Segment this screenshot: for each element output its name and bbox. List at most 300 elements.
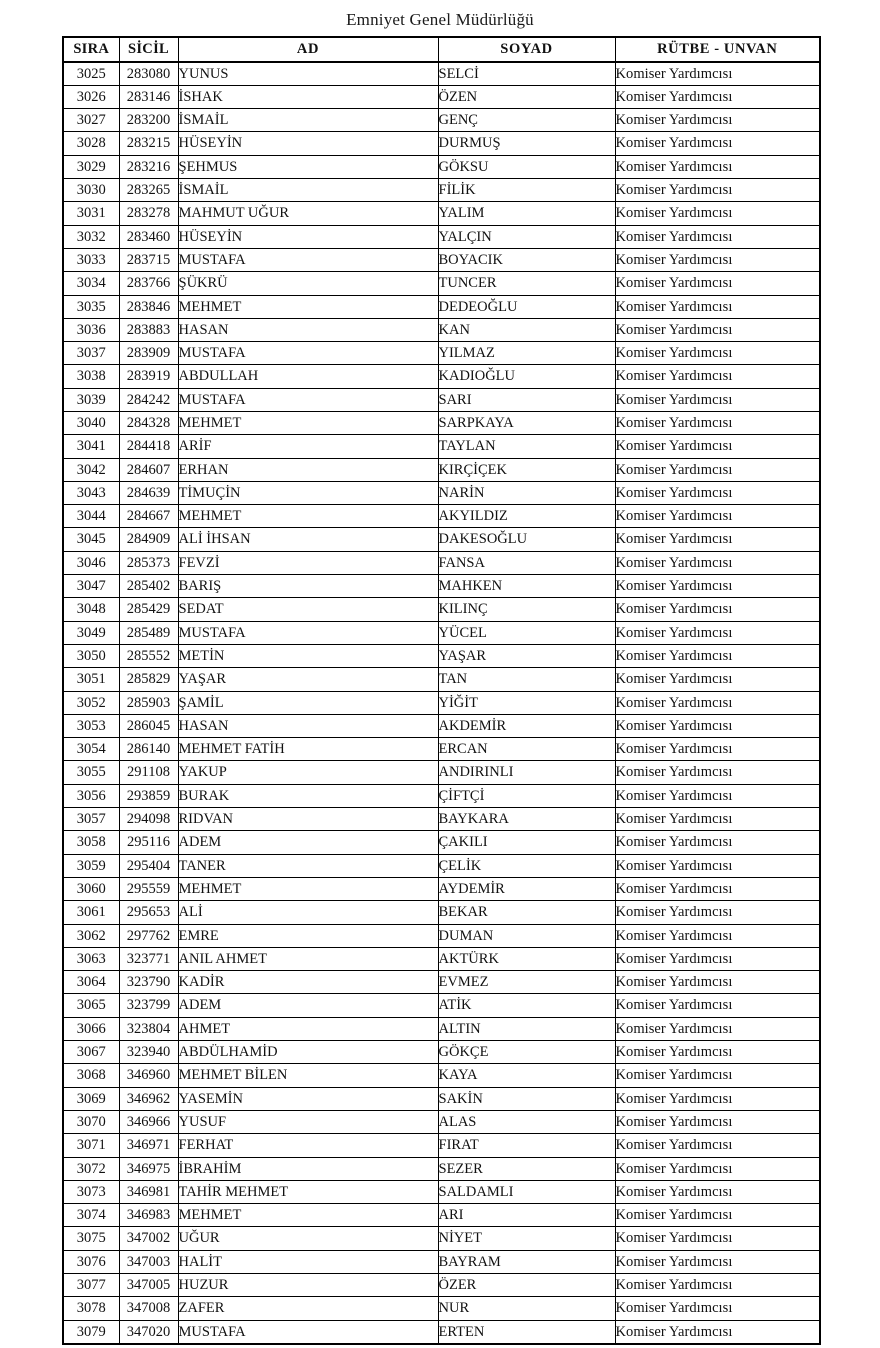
cell-ad: EMRE xyxy=(178,924,438,947)
cell-sicil: 283715 xyxy=(119,248,178,271)
cell-rutbe: Komiser Yardımcısı xyxy=(615,877,820,900)
table-row xyxy=(63,458,820,481)
cell-sicil: 291108 xyxy=(119,761,178,784)
cell-sicil: 346983 xyxy=(119,1204,178,1227)
cell-sira: 3056 xyxy=(63,784,119,807)
cell-sira: 3073 xyxy=(63,1180,119,1203)
cell-ad: FEVZİ xyxy=(178,551,438,574)
cell-sira: 3051 xyxy=(63,668,119,691)
cell-sira: 3053 xyxy=(63,714,119,737)
cell-sicil: 284607 xyxy=(119,458,178,481)
cell-ad: HÜSEYİN xyxy=(178,225,438,248)
cell-soyad: YİĞİT xyxy=(438,691,615,714)
table-row xyxy=(63,947,820,970)
table-row xyxy=(63,761,820,784)
cell-rutbe: Komiser Yardımcısı xyxy=(615,1041,820,1064)
cell-ad: MEHMET xyxy=(178,1204,438,1227)
cell-sira: 3058 xyxy=(63,831,119,854)
cell-sira: 3074 xyxy=(63,1204,119,1227)
table-row xyxy=(63,877,820,900)
cell-sira: 3036 xyxy=(63,318,119,341)
cell-sira: 3043 xyxy=(63,481,119,504)
cell-ad: YUNUS xyxy=(178,62,438,86)
cell-sicil: 347020 xyxy=(119,1320,178,1344)
cell-soyad: MAHKEN xyxy=(438,575,615,598)
table-row xyxy=(63,202,820,225)
cell-soyad: YALIM xyxy=(438,202,615,225)
column-header-soyad: SOYAD xyxy=(438,37,615,62)
cell-ad: MUSTAFA xyxy=(178,1320,438,1344)
cell-ad: SEDAT xyxy=(178,598,438,621)
cell-sira: 3061 xyxy=(63,901,119,924)
cell-sicil: 294098 xyxy=(119,808,178,831)
cell-sira: 3071 xyxy=(63,1134,119,1157)
cell-soyad: YAŞAR xyxy=(438,644,615,667)
table-row xyxy=(63,1320,820,1344)
cell-rutbe: Komiser Yardımcısı xyxy=(615,994,820,1017)
cell-sira: 3032 xyxy=(63,225,119,248)
cell-sira: 3035 xyxy=(63,295,119,318)
table-row xyxy=(63,691,820,714)
cell-rutbe: Komiser Yardımcısı xyxy=(615,62,820,86)
cell-sicil: 295404 xyxy=(119,854,178,877)
cell-ad: MEHMET xyxy=(178,877,438,900)
cell-ad: ERHAN xyxy=(178,458,438,481)
table-row xyxy=(63,808,820,831)
cell-ad: TAHİR MEHMET xyxy=(178,1180,438,1203)
cell-ad: ARİF xyxy=(178,435,438,458)
cell-ad: TANER xyxy=(178,854,438,877)
table-body xyxy=(63,62,820,1344)
table-row xyxy=(63,1110,820,1133)
cell-sicil: 286140 xyxy=(119,738,178,761)
cell-ad: HALİT xyxy=(178,1250,438,1273)
cell-rutbe: Komiser Yardımcısı xyxy=(615,761,820,784)
cell-ad: ADEM xyxy=(178,831,438,854)
cell-sicil: 283200 xyxy=(119,109,178,132)
table-row xyxy=(63,528,820,551)
cell-rutbe: Komiser Yardımcısı xyxy=(615,598,820,621)
cell-soyad: ERCAN xyxy=(438,738,615,761)
cell-sira: 3046 xyxy=(63,551,119,574)
table-row xyxy=(63,342,820,365)
cell-rutbe: Komiser Yardımcısı xyxy=(615,668,820,691)
cell-rutbe: Komiser Yardımcısı xyxy=(615,808,820,831)
table-row xyxy=(63,1017,820,1040)
cell-sicil: 285829 xyxy=(119,668,178,691)
cell-rutbe: Komiser Yardımcısı xyxy=(615,924,820,947)
cell-ad: MEHMET xyxy=(178,412,438,435)
cell-soyad: SARI xyxy=(438,388,615,411)
cell-rutbe: Komiser Yardımcısı xyxy=(615,1110,820,1133)
cell-ad: MAHMUT UĞUR xyxy=(178,202,438,225)
cell-sira: 3077 xyxy=(63,1273,119,1296)
cell-ad: YUSUF xyxy=(178,1110,438,1133)
cell-sicil: 295559 xyxy=(119,877,178,900)
cell-ad: MUSTAFA xyxy=(178,621,438,644)
column-header-sira: SIRA xyxy=(63,37,119,62)
cell-ad: AHMET xyxy=(178,1017,438,1040)
table-row xyxy=(63,388,820,411)
cell-soyad: ALTIN xyxy=(438,1017,615,1040)
cell-soyad: EVMEZ xyxy=(438,971,615,994)
cell-rutbe: Komiser Yardımcısı xyxy=(615,1320,820,1344)
table-row xyxy=(63,505,820,528)
cell-soyad: ARI xyxy=(438,1204,615,1227)
cell-ad: KADİR xyxy=(178,971,438,994)
cell-sira: 3055 xyxy=(63,761,119,784)
cell-rutbe: Komiser Yardımcısı xyxy=(615,505,820,528)
cell-sicil: 283766 xyxy=(119,272,178,295)
cell-ad: ŞAMİL xyxy=(178,691,438,714)
cell-ad: MEHMET xyxy=(178,505,438,528)
cell-sira: 3048 xyxy=(63,598,119,621)
cell-soyad: AKDEMİR xyxy=(438,714,615,737)
cell-rutbe: Komiser Yardımcısı xyxy=(615,691,820,714)
cell-sicil: 297762 xyxy=(119,924,178,947)
cell-rutbe: Komiser Yardımcısı xyxy=(615,179,820,202)
cell-sicil: 347005 xyxy=(119,1273,178,1296)
table-row xyxy=(63,435,820,458)
cell-rutbe: Komiser Yardımcısı xyxy=(615,1134,820,1157)
cell-sicil: 283278 xyxy=(119,202,178,225)
cell-ad: HASAN xyxy=(178,714,438,737)
cell-rutbe: Komiser Yardımcısı xyxy=(615,714,820,737)
table-row xyxy=(63,1041,820,1064)
cell-soyad: KAYA xyxy=(438,1064,615,1087)
cell-sicil: 323940 xyxy=(119,1041,178,1064)
cell-ad: BARIŞ xyxy=(178,575,438,598)
cell-sicil: 286045 xyxy=(119,714,178,737)
cell-sira: 3075 xyxy=(63,1227,119,1250)
column-header-rutbe: RÜTBE - UNVAN xyxy=(615,37,820,62)
cell-rutbe: Komiser Yardımcısı xyxy=(615,831,820,854)
table-row xyxy=(63,318,820,341)
cell-rutbe: Komiser Yardımcısı xyxy=(615,1297,820,1320)
cell-soyad: BAYRAM xyxy=(438,1250,615,1273)
cell-ad: MEHMET FATİH xyxy=(178,738,438,761)
cell-ad: MUSTAFA xyxy=(178,342,438,365)
table-row xyxy=(63,854,820,877)
cell-soyad: GENÇ xyxy=(438,109,615,132)
table-row xyxy=(63,272,820,295)
cell-ad: İSHAK xyxy=(178,85,438,108)
cell-ad: ALİ İHSAN xyxy=(178,528,438,551)
cell-sicil: 284639 xyxy=(119,481,178,504)
cell-sira: 3052 xyxy=(63,691,119,714)
cell-ad: UĞUR xyxy=(178,1227,438,1250)
cell-sira: 3037 xyxy=(63,342,119,365)
cell-ad: MUSTAFA xyxy=(178,248,438,271)
page-title: Emniyet Genel Müdürlüğü xyxy=(346,10,534,29)
table-row xyxy=(63,714,820,737)
cell-sira: 3029 xyxy=(63,155,119,178)
cell-rutbe: Komiser Yardımcısı xyxy=(615,1064,820,1087)
cell-ad: İBRAHİM xyxy=(178,1157,438,1180)
cell-soyad: TAYLAN xyxy=(438,435,615,458)
cell-sicil: 285402 xyxy=(119,575,178,598)
cell-ad: TİMUÇİN xyxy=(178,481,438,504)
cell-rutbe: Komiser Yardımcısı xyxy=(615,644,820,667)
cell-sicil: 346971 xyxy=(119,1134,178,1157)
cell-sicil: 283265 xyxy=(119,179,178,202)
cell-ad: HUZUR xyxy=(178,1273,438,1296)
table-row xyxy=(63,1064,820,1087)
table-header-row xyxy=(63,37,820,62)
cell-sicil: 283883 xyxy=(119,318,178,341)
cell-sira: 3045 xyxy=(63,528,119,551)
cell-soyad: GÖKÇE xyxy=(438,1041,615,1064)
cell-rutbe: Komiser Yardımcısı xyxy=(615,132,820,155)
cell-ad: YASEMİN xyxy=(178,1087,438,1110)
cell-sira: 3050 xyxy=(63,644,119,667)
cell-sira: 3067 xyxy=(63,1041,119,1064)
cell-sicil: 323804 xyxy=(119,1017,178,1040)
cell-rutbe: Komiser Yardımcısı xyxy=(615,1273,820,1296)
cell-sira: 3072 xyxy=(63,1157,119,1180)
cell-rutbe: Komiser Yardımcısı xyxy=(615,1180,820,1203)
cell-rutbe: Komiser Yardımcısı xyxy=(615,551,820,574)
cell-sira: 3042 xyxy=(63,458,119,481)
cell-ad: HÜSEYİN xyxy=(178,132,438,155)
cell-sira: 3066 xyxy=(63,1017,119,1040)
cell-rutbe: Komiser Yardımcısı xyxy=(615,1157,820,1180)
cell-soyad: FANSA xyxy=(438,551,615,574)
cell-ad: FERHAT xyxy=(178,1134,438,1157)
cell-ad: BURAK xyxy=(178,784,438,807)
cell-sicil: 283146 xyxy=(119,85,178,108)
cell-sicil: 285489 xyxy=(119,621,178,644)
cell-soyad: ALAS xyxy=(438,1110,615,1133)
cell-sicil: 283080 xyxy=(119,62,178,86)
table-row xyxy=(63,971,820,994)
cell-sira: 3038 xyxy=(63,365,119,388)
table-row xyxy=(63,412,820,435)
table-row xyxy=(63,481,820,504)
cell-rutbe: Komiser Yardımcısı xyxy=(615,738,820,761)
cell-rutbe: Komiser Yardımcısı xyxy=(615,784,820,807)
cell-ad: ŞEHMUS xyxy=(178,155,438,178)
cell-rutbe: Komiser Yardımcısı xyxy=(615,458,820,481)
cell-rutbe: Komiser Yardımcısı xyxy=(615,528,820,551)
cell-sicil: 346966 xyxy=(119,1110,178,1133)
table-row xyxy=(63,575,820,598)
cell-soyad: NUR xyxy=(438,1297,615,1320)
cell-sira: 3070 xyxy=(63,1110,119,1133)
cell-ad: ZAFER xyxy=(178,1297,438,1320)
table-row xyxy=(63,85,820,108)
cell-ad: YAŞAR xyxy=(178,668,438,691)
cell-sira: 3079 xyxy=(63,1320,119,1344)
table-row xyxy=(63,225,820,248)
cell-rutbe: Komiser Yardımcısı xyxy=(615,1204,820,1227)
cell-sira: 3059 xyxy=(63,854,119,877)
cell-sicil: 295653 xyxy=(119,901,178,924)
cell-soyad: YÜCEL xyxy=(438,621,615,644)
cell-soyad: DUMAN xyxy=(438,924,615,947)
column-header-sicil: SİCİL xyxy=(119,37,178,62)
cell-soyad: ÇAKILI xyxy=(438,831,615,854)
cell-ad: İSMAİL xyxy=(178,109,438,132)
cell-rutbe: Komiser Yardımcısı xyxy=(615,85,820,108)
table-row xyxy=(63,248,820,271)
table-header xyxy=(63,37,820,62)
table-row xyxy=(63,668,820,691)
cell-rutbe: Komiser Yardımcısı xyxy=(615,1227,820,1250)
table-row xyxy=(63,551,820,574)
cell-soyad: BOYACIK xyxy=(438,248,615,271)
cell-sira: 3041 xyxy=(63,435,119,458)
cell-soyad: SELCİ xyxy=(438,62,615,86)
cell-soyad: TAN xyxy=(438,668,615,691)
cell-ad: HASAN xyxy=(178,318,438,341)
cell-sira: 3025 xyxy=(63,62,119,86)
cell-soyad: AYDEMİR xyxy=(438,877,615,900)
cell-rutbe: Komiser Yardımcısı xyxy=(615,1017,820,1040)
cell-sicil: 285429 xyxy=(119,598,178,621)
cell-sira: 3054 xyxy=(63,738,119,761)
cell-soyad: AKYILDIZ xyxy=(438,505,615,528)
table-row xyxy=(63,155,820,178)
cell-sicil: 346962 xyxy=(119,1087,178,1110)
column-header-ad: AD xyxy=(178,37,438,62)
cell-sira: 3076 xyxy=(63,1250,119,1273)
cell-sicil: 295116 xyxy=(119,831,178,854)
table-row xyxy=(63,598,820,621)
cell-rutbe: Komiser Yardımcısı xyxy=(615,318,820,341)
table-row xyxy=(63,621,820,644)
cell-sicil: 323790 xyxy=(119,971,178,994)
cell-soyad: ÖZER xyxy=(438,1273,615,1296)
cell-soyad: FİLİK xyxy=(438,179,615,202)
cell-rutbe: Komiser Yardımcısı xyxy=(615,971,820,994)
cell-sicil: 323799 xyxy=(119,994,178,1017)
cell-sira: 3049 xyxy=(63,621,119,644)
cell-soyad: KILINÇ xyxy=(438,598,615,621)
cell-sira: 3069 xyxy=(63,1087,119,1110)
cell-rutbe: Komiser Yardımcısı xyxy=(615,575,820,598)
cell-rutbe: Komiser Yardımcısı xyxy=(615,272,820,295)
cell-ad: YAKUP xyxy=(178,761,438,784)
cell-soyad: SEZER xyxy=(438,1157,615,1180)
cell-sicil: 284242 xyxy=(119,388,178,411)
cell-ad: MEHMET xyxy=(178,295,438,318)
cell-rutbe: Komiser Yardımcısı xyxy=(615,435,820,458)
cell-sira: 3039 xyxy=(63,388,119,411)
cell-sira: 3026 xyxy=(63,85,119,108)
cell-ad: METİN xyxy=(178,644,438,667)
cell-rutbe: Komiser Yardımcısı xyxy=(615,1087,820,1110)
cell-ad: MEHMET BİLEN xyxy=(178,1064,438,1087)
cell-soyad: KADIOĞLU xyxy=(438,365,615,388)
cell-soyad: ATİK xyxy=(438,994,615,1017)
cell-soyad: GÖKSU xyxy=(438,155,615,178)
cell-sicil: 347008 xyxy=(119,1297,178,1320)
cell-rutbe: Komiser Yardımcısı xyxy=(615,295,820,318)
cell-soyad: ÇİFTÇİ xyxy=(438,784,615,807)
cell-sicil: 347002 xyxy=(119,1227,178,1250)
table-row xyxy=(63,994,820,1017)
cell-sira: 3047 xyxy=(63,575,119,598)
cell-rutbe: Komiser Yardımcısı xyxy=(615,854,820,877)
cell-sicil: 284667 xyxy=(119,505,178,528)
cell-sira: 3033 xyxy=(63,248,119,271)
table-row xyxy=(63,295,820,318)
cell-soyad: BAYKARA xyxy=(438,808,615,831)
cell-rutbe: Komiser Yardımcısı xyxy=(615,1250,820,1273)
cell-soyad: FIRAT xyxy=(438,1134,615,1157)
cell-ad: ABDÜLHAMİD xyxy=(178,1041,438,1064)
cell-rutbe: Komiser Yardımcısı xyxy=(615,947,820,970)
table-row xyxy=(63,1204,820,1227)
cell-sicil: 284418 xyxy=(119,435,178,458)
cell-rutbe: Komiser Yardımcısı xyxy=(615,155,820,178)
cell-soyad: DEDEOĞLU xyxy=(438,295,615,318)
cell-soyad: NARİN xyxy=(438,481,615,504)
cell-soyad: YILMAZ xyxy=(438,342,615,365)
cell-rutbe: Komiser Yardımcısı xyxy=(615,109,820,132)
cell-rutbe: Komiser Yardımcısı xyxy=(615,412,820,435)
cell-soyad: ÖZEN xyxy=(438,85,615,108)
cell-sicil: 346975 xyxy=(119,1157,178,1180)
cell-soyad: YALÇIN xyxy=(438,225,615,248)
cell-soyad: DURMUŞ xyxy=(438,132,615,155)
cell-sicil: 283460 xyxy=(119,225,178,248)
cell-sira: 3063 xyxy=(63,947,119,970)
table-row xyxy=(63,1273,820,1296)
cell-sira: 3031 xyxy=(63,202,119,225)
table-row xyxy=(63,1180,820,1203)
cell-sira: 3060 xyxy=(63,877,119,900)
cell-rutbe: Komiser Yardımcısı xyxy=(615,202,820,225)
cell-ad: İSMAİL xyxy=(178,179,438,202)
cell-sicil: 283216 xyxy=(119,155,178,178)
cell-soyad: DAKESOĞLU xyxy=(438,528,615,551)
cell-rutbe: Komiser Yardımcısı xyxy=(615,621,820,644)
cell-soyad: ERTEN xyxy=(438,1320,615,1344)
cell-sira: 3044 xyxy=(63,505,119,528)
table-row xyxy=(63,738,820,761)
cell-rutbe: Komiser Yardımcısı xyxy=(615,481,820,504)
cell-sicil: 347003 xyxy=(119,1250,178,1273)
cell-sira: 3028 xyxy=(63,132,119,155)
cell-sicil: 283909 xyxy=(119,342,178,365)
cell-soyad: BEKAR xyxy=(438,901,615,924)
cell-ad: ANIL AHMET xyxy=(178,947,438,970)
table-row xyxy=(63,784,820,807)
cell-sira: 3040 xyxy=(63,412,119,435)
cell-rutbe: Komiser Yardımcısı xyxy=(615,225,820,248)
cell-sicil: 285373 xyxy=(119,551,178,574)
cell-sira: 3057 xyxy=(63,808,119,831)
cell-sira: 3034 xyxy=(63,272,119,295)
cell-sira: 3064 xyxy=(63,971,119,994)
cell-sira: 3027 xyxy=(63,109,119,132)
cell-soyad: ANDIRINLI xyxy=(438,761,615,784)
cell-sicil: 285903 xyxy=(119,691,178,714)
cell-soyad: KIRÇİÇEK xyxy=(438,458,615,481)
cell-sira: 3078 xyxy=(63,1297,119,1320)
cell-ad: ŞÜKRÜ xyxy=(178,272,438,295)
cell-soyad: SARPKAYA xyxy=(438,412,615,435)
cell-rutbe: Komiser Yardımcısı xyxy=(615,388,820,411)
table-row xyxy=(63,1134,820,1157)
cell-ad: RIDVAN xyxy=(178,808,438,831)
table-row xyxy=(63,62,820,86)
table-row xyxy=(63,1157,820,1180)
personnel-roster-table xyxy=(62,36,821,1345)
table-row xyxy=(63,901,820,924)
